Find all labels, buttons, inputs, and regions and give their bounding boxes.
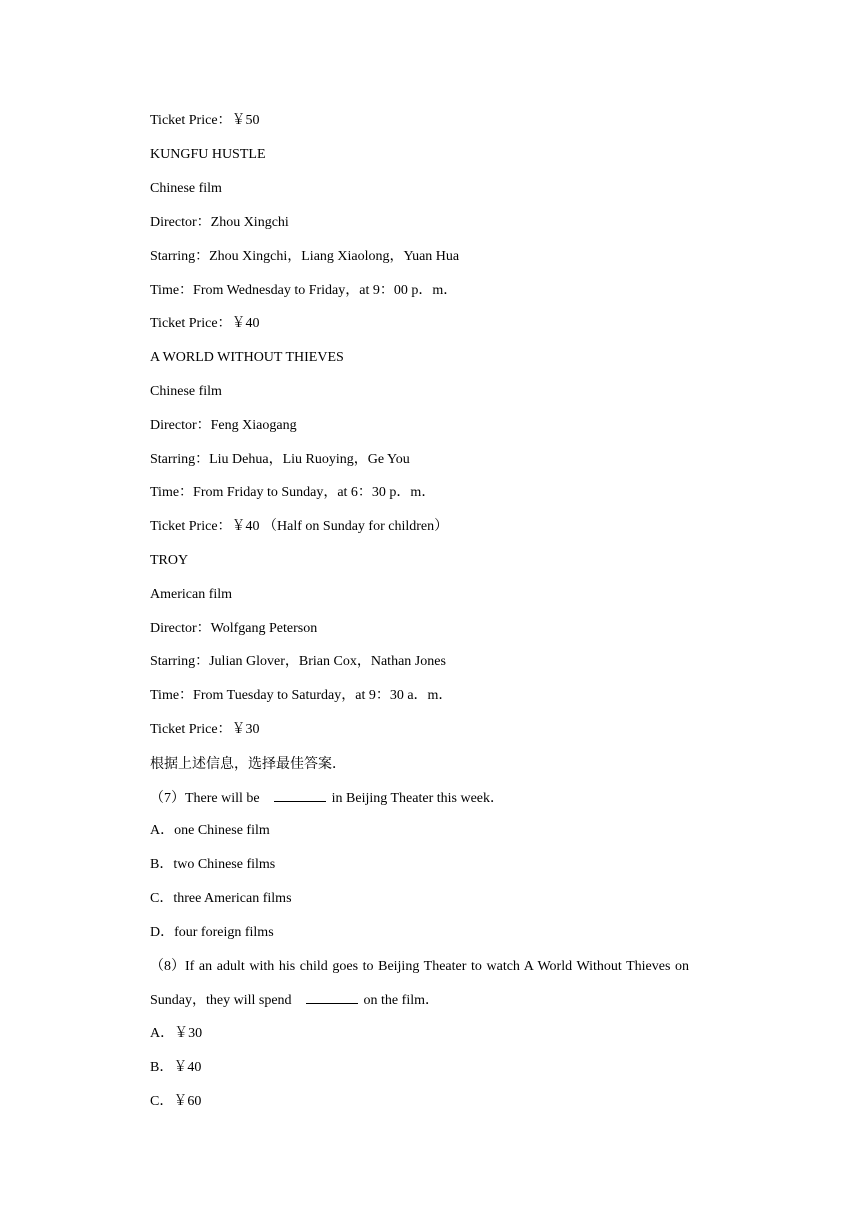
ticket-price-line: Ticket Price：￥40 （Half on Sunday for children） bbox=[150, 519, 449, 534]
option-c: C．three American films bbox=[150, 891, 292, 906]
option-a: A．￥30 bbox=[150, 1026, 203, 1041]
question-stem-after: in Beijing Theater this week． bbox=[331, 791, 505, 806]
option-d: D．four foreign films bbox=[150, 925, 274, 940]
option-b: B．￥40 bbox=[150, 1060, 202, 1075]
film-title: A WORLD WITHOUT THIEVES bbox=[150, 350, 344, 365]
ticket-price-line: Ticket Price：￥30 bbox=[150, 722, 260, 737]
instruction-text: 根据上述信息，选择最佳答案． bbox=[150, 756, 346, 772]
film-title: KUNGFU HUSTLE bbox=[150, 147, 266, 162]
question-stem-before: （7）There will be bbox=[150, 791, 260, 806]
film-origin: American film bbox=[150, 587, 233, 602]
film-director: Director：Zhou Xingchi bbox=[150, 215, 289, 230]
question-stem bbox=[150, 991, 439, 1010]
film-starring: Starring：Zhou Xingchi，Liang Xiaolong，Yuan Hua bbox=[150, 249, 460, 264]
film-origin: Chinese film bbox=[150, 181, 222, 196]
ticket-price-line: Ticket Price：￥50 bbox=[150, 113, 260, 128]
film-origin: Chinese film bbox=[150, 384, 222, 399]
question-stem-before: Sunday，they will spend bbox=[150, 993, 292, 1008]
film-director: Director：Wolfgang Peterson bbox=[150, 621, 318, 636]
film-time: Time：From Wednesday to Friday，at 9：00 p．m． bbox=[150, 283, 458, 298]
film-time: Time：From Tuesday to Saturday，at 9：30 a．m． bbox=[150, 688, 453, 703]
ticket-price-line: Ticket Price：￥40 bbox=[150, 316, 260, 331]
answer-blank bbox=[306, 991, 358, 1004]
film-director: Director：Feng Xiaogang bbox=[150, 418, 297, 433]
question-stem-line1: （8）If an adult with his child goes to Beijing Theater to watch A World Without Thieves on bbox=[150, 959, 690, 974]
answer-blank bbox=[274, 789, 326, 802]
option-b: B．two Chinese films bbox=[150, 857, 276, 872]
film-time: Time：From Friday to Sunday，at 6：30 p．m． bbox=[150, 485, 436, 500]
question-stem-after: on the film． bbox=[363, 993, 439, 1008]
option-c: C．￥60 bbox=[150, 1094, 202, 1109]
option-a: A．one Chinese film bbox=[150, 823, 270, 838]
question-stem bbox=[150, 789, 504, 808]
film-starring: Starring：Liu Dehua，Liu Ruoying，Ge You bbox=[150, 452, 410, 467]
film-title: TROY bbox=[150, 553, 189, 568]
film-starring: Starring：Julian Glover，Brian Cox，Nathan Jones bbox=[150, 654, 446, 669]
